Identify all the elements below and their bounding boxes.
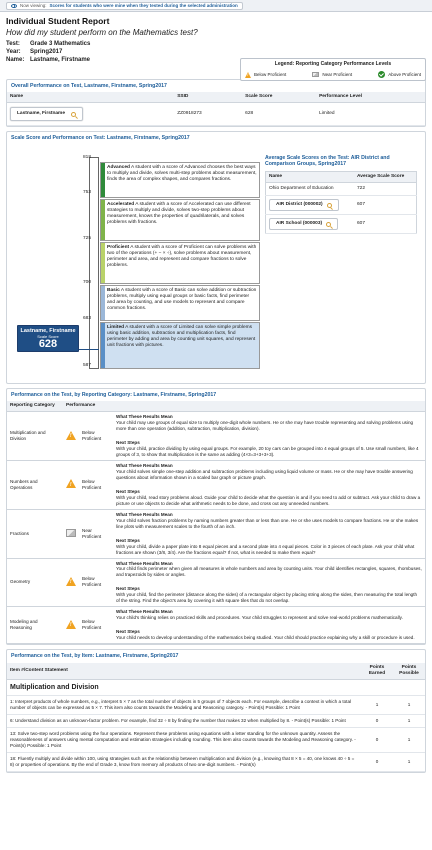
- overall-table: [7, 92, 425, 126]
- category-name: Multiplication and Division: [7, 412, 63, 461]
- table-header: [7, 401, 425, 411]
- average-table: [265, 171, 417, 234]
- mean-heading: What These Results Mean: [116, 511, 173, 517]
- band-text: A student with a score of Advanced chooses the best ways to multiply and divide, solves multi-step problems about measurement, finds the area of complex shapes, and compares fractions.: [107, 164, 257, 183]
- category-name: Geometry: [7, 558, 63, 607]
- next-text: With your child, read story problems aloud. Guide your child to decide what the question is and if you need to add or subtract. Ask your child to draw a picture or use objects to decide what arithmetic needs to be done, and cross out any unneeded numbers.: [116, 494, 421, 506]
- cell-score: 607: [354, 215, 417, 234]
- table-row: [7, 103, 425, 126]
- item-text: 6: Understand division as an unknown-factor problem. For example, find 32 ÷ 8 by finding the number that makes 32 when multiplied by 8. - Point(s) Possible: 1 Point: [7, 714, 361, 727]
- details: [113, 558, 425, 607]
- section-title: Overall Performance on Test, Lastname, Firstname, Spring2017: [11, 82, 167, 89]
- item-possible: 1: [393, 727, 425, 752]
- perf-level: Near Proficient: [79, 509, 113, 558]
- report-header: [0, 12, 432, 65]
- band-text: A student with a score of Basic can solve addition or subtraction problems, multiply using equal groups or basic facts, find perimeter and area by counting, and use models to represent and compare common fractions.: [107, 287, 257, 312]
- next-heading: Next Steps: [116, 537, 140, 543]
- section-title: Performance on the Test, by Reporting Category: Lastname, Firstname, Spring2017: [11, 391, 217, 398]
- mean-text: Your child solves simple one-step addition and subtraction problems including using liquid volume or mass. He or she may have trouble answering questions about information shown in a scaled bar graph or picture graph.: [116, 468, 413, 480]
- check-icon: [378, 71, 385, 78]
- band-name: Limited: [107, 324, 125, 330]
- now-viewing-value: Scores for students who were mine when they tested during the selected administration: [49, 2, 238, 8]
- tick-label: 587: [83, 362, 92, 368]
- perf-icon-cell: [63, 558, 79, 607]
- col-name: Name: [266, 172, 354, 183]
- category-name: Numbers and Operations: [7, 460, 63, 509]
- mean-text: Your child finds perimeter when given all measures in whole numbers and area by counting units. Your child identifies rectangles, squares, rhombuses, and trapezoids by sides or angles.: [116, 566, 422, 578]
- cell-name: [266, 196, 354, 215]
- cell-score: 722: [354, 183, 417, 196]
- table-header: [7, 663, 425, 679]
- district-button[interactable]: [269, 199, 339, 211]
- col-scale-score: Scale Score: [242, 92, 316, 102]
- reporting-table: [7, 401, 425, 644]
- magnifier-icon: [71, 112, 76, 117]
- legend-near: [312, 72, 352, 78]
- band-color: [101, 243, 105, 283]
- warning-icon: [66, 620, 76, 629]
- band-text: A student with a score of Accelerated can use different strategies to multiply and divide, solves two-step problems about measurement, knows the properties of quadrilaterals, and solves problems with fractions.: [107, 201, 251, 226]
- flag-icon: [66, 529, 76, 537]
- band-color: [101, 286, 105, 320]
- details: [113, 509, 425, 558]
- details: [113, 460, 425, 509]
- spacer: [116, 578, 422, 586]
- table-row: [266, 196, 417, 215]
- cell-name: [7, 103, 174, 126]
- mean-heading: What These Results Mean: [116, 560, 173, 566]
- student-name-button[interactable]: [10, 107, 83, 121]
- group-row: [7, 679, 425, 695]
- marker-name: Lastname, Firstname: [20, 327, 76, 334]
- item-performance-section: [6, 649, 426, 772]
- perf-level: Below Proficient: [79, 460, 113, 509]
- band-proficient: [100, 242, 260, 284]
- band-advanced: [100, 162, 260, 198]
- table-row: [7, 509, 425, 558]
- student-name: Lastname, Firstname: [17, 111, 65, 117]
- score-connector: [79, 349, 99, 350]
- spacer: [116, 621, 422, 629]
- band-name: Basic: [107, 287, 120, 293]
- flag-icon: [312, 72, 319, 77]
- legend-above: [378, 71, 421, 78]
- average-scores-panel: [265, 155, 417, 234]
- band-color: [101, 200, 105, 240]
- eye-icon: [11, 4, 17, 8]
- legend-below: [245, 72, 286, 78]
- tick-label: 725: [83, 235, 92, 241]
- table-row: [7, 607, 425, 644]
- next-text: With your child, find the perimeter (distance along the sides) of a rectangular object by placing string along the sides, then measuring the total length of the string. Find the object's area by covering it with square tiles that do not overlap.: [116, 592, 418, 604]
- perf-level: Below Proficient: [79, 607, 113, 644]
- legend-label: Near Proficient: [322, 71, 353, 77]
- table-row: [7, 412, 425, 461]
- table-row: [7, 695, 425, 714]
- top-bar: [0, 0, 432, 12]
- section-title: Scale Score and Performance on Test: Lastname, Firstname, Spring2017: [11, 135, 190, 142]
- band-color: [101, 323, 105, 368]
- warning-icon: [66, 577, 76, 586]
- items-table: [7, 663, 425, 772]
- mean-heading: What These Results Mean: [116, 462, 173, 468]
- mean-heading: What These Results Mean: [116, 414, 173, 420]
- scale-chart: [7, 145, 425, 383]
- col-performance-level: Performance Level: [316, 92, 425, 102]
- spacer: [116, 530, 422, 538]
- legend-label: Below Proficient: [254, 71, 287, 77]
- school-button[interactable]: [269, 218, 338, 230]
- now-viewing-label: Now viewing:: [20, 2, 47, 8]
- perf-level: Below Proficient: [79, 412, 113, 461]
- meta-key: Name:: [6, 56, 25, 63]
- item-possible: 1: [393, 714, 425, 727]
- table-row: [7, 714, 425, 727]
- page-subtitle: How did my student perform on the Mathematics test?: [6, 27, 198, 37]
- perf-level: Below Proficient: [79, 558, 113, 607]
- next-heading: Next Steps: [116, 488, 140, 494]
- item-earned: 1: [361, 695, 393, 714]
- col-name: Name: [7, 92, 174, 102]
- next-text: With your child, divide a paper plate into 8 equal pieces and a second plate into 4 equal pieces. Color in 3 pieces of each plate. Ask your child what fractions are shown (3/8, 3/4). Are the fractions equal? If not, what is needed to make them equal?: [116, 543, 415, 555]
- group-name: Multiplication and Division: [7, 679, 425, 695]
- col-points-possible: Points Possible: [393, 663, 425, 679]
- scale-score-section: [6, 131, 426, 384]
- next-heading: Next Steps: [116, 439, 140, 445]
- table-row: [7, 752, 425, 771]
- meta-key: Test:: [6, 40, 20, 47]
- item-text: 13: Solve two-step word problems using the four operations. Represent these problems using equations with a letter standing for the unknown quantity. Assess the reasonableness of answers using mental computation and estimation strategies including rounding. This item also counts towards the Modeling and Reasoning category. - Point(s) Possible: 1 Point: [7, 727, 361, 752]
- meta-key: Year:: [6, 48, 21, 55]
- magnifier-icon: [327, 203, 332, 208]
- legend-title: Legend: Reporting Category Performance Levels: [274, 61, 392, 67]
- table-row: [7, 558, 425, 607]
- perf-icon-cell: [63, 460, 79, 509]
- scale-bar: [89, 157, 99, 369]
- meta-value: Spring2017: [30, 48, 63, 55]
- next-heading: Next Steps: [116, 586, 140, 592]
- marker-score: 628: [38, 337, 58, 350]
- mean-heading: What These Results Mean: [116, 609, 173, 615]
- section-title: Performance on the Test, by Item: Lastname, Firstname, Spring2017: [11, 653, 179, 660]
- item-text: 1: Interpret products of whole numbers, e.g., interpret 5 × 7 as the total number of objects in 5 groups of 7 objects each. For example, describe a context in which a total number of objects can be expressed as 5 × 7. This item also counts towards the Modeling and Reasoning category. - Point(s) Possible: 1 Point: [7, 695, 361, 714]
- item-text: 18: Fluently multiply and divide within 100, using strategies such as the relationship between multiplication and division (e.g., knowing that 8 × 5 = 40, one knows 40 ÷ 5 = 8) or properties of operations. By the end of Grade 3, know from memory all products of two one-digit numbers. - Point(s): [7, 752, 361, 771]
- col-points-earned: Points Earned: [361, 663, 393, 679]
- category-name: Fractions: [7, 509, 63, 558]
- tick-label: 683: [83, 315, 92, 321]
- mean-text: Your child solves fraction problems by naming numbers greater than or less than one. He or she uses models to compare fractions. He or she makes line plots with measurement scales to the fourth of an inch.: [116, 517, 419, 529]
- cell-score: 607: [354, 196, 417, 215]
- band-limited: [100, 322, 260, 369]
- warning-icon: [66, 479, 76, 488]
- warning-icon: [66, 431, 76, 440]
- cell-score: 628: [242, 103, 316, 126]
- item-earned: 0: [361, 714, 393, 727]
- marker-score-label: Scale Score: [37, 333, 59, 339]
- table-row: [266, 215, 417, 234]
- band-name: Accelerated: [107, 201, 135, 207]
- band-name: Advanced: [107, 164, 130, 170]
- legend-items: [245, 71, 421, 78]
- mean-text: Your child may use groups of equal size to multiply one-digit whole numbers. He or she may have trouble representing and solving problems using more than one operation (addition, subtraction, multiplication, division).: [116, 420, 414, 432]
- cell-ssid: ZZ0918273: [174, 103, 242, 126]
- next-heading: Next Steps: [116, 629, 140, 635]
- table-header: [266, 172, 417, 183]
- warning-icon: [245, 72, 251, 78]
- table-row: [7, 460, 425, 509]
- meta-row-test: [6, 41, 426, 49]
- district-name: AIR District (000002): [276, 202, 323, 208]
- cell-name: Ohio Department of Education: [266, 183, 354, 196]
- details: [113, 412, 425, 461]
- col-item: Item #/Content Statement: [7, 663, 361, 679]
- band-basic: [100, 285, 260, 321]
- meta-row-year: [6, 49, 426, 57]
- mean-text: Your child's thinking relies on practiced skills and procedures. Your child struggles to represent and solve real-world problems mathematically.: [116, 615, 403, 621]
- school-name: AIR School (000003): [276, 221, 323, 227]
- col-performance: Performance: [63, 401, 113, 411]
- details: [113, 607, 425, 644]
- legend-label: Above Proficient: [388, 71, 421, 77]
- perf-icon-cell: [63, 509, 79, 558]
- item-earned: 0: [361, 727, 393, 752]
- meta-value: Lastname, Firstname: [30, 56, 91, 63]
- band-text: A student with a score of Limited can solve simple problems using basic addition, subtraction and multiplication facts, find perimeter by adding and area by counting unit squares, and represent unit fractions with pictures.: [107, 324, 256, 349]
- cell-level: Limited: [316, 103, 425, 126]
- band-accelerated: [100, 199, 260, 241]
- col-details: [113, 401, 425, 411]
- col-ssid: SSID: [174, 92, 242, 102]
- band-color: [101, 163, 105, 197]
- spacer: [116, 432, 422, 440]
- meta-value: Grade 3 Mathematics: [30, 40, 91, 47]
- band-name: Proficient: [107, 244, 130, 250]
- spacer: [116, 481, 422, 489]
- next-text: Your child needs to develop understanding of the mathematics being studied. Your child should practice explaining why a skill or procedure is used.: [116, 635, 415, 641]
- average-title: Average Scale Scores on the Test: AIR District and Comparison Groups, Spring2017: [265, 154, 390, 168]
- tick-label: 700: [83, 279, 92, 285]
- table-header: [7, 92, 425, 102]
- item-earned: 0: [361, 752, 393, 771]
- cell-name: [266, 215, 354, 234]
- band-text: A student with a score of Proficient can solve problems with two of the operations (+ − × ÷), solve problems about measurement, perimeter and area, and represent and compare fractions to solve problems.: [107, 244, 257, 269]
- tick-label: 818: [83, 154, 92, 160]
- item-possible: 1: [393, 695, 425, 714]
- col-average: Average Scale Score: [354, 172, 417, 183]
- perf-icon-cell: [63, 412, 79, 461]
- table-row: [266, 183, 417, 196]
- tick-label: 753: [83, 189, 92, 195]
- reporting-category-section: [6, 388, 426, 646]
- category-name: Modeling and Reasoning: [7, 607, 63, 644]
- now-viewing-selector[interactable]: [6, 2, 243, 10]
- overall-performance-section: [6, 79, 426, 127]
- perf-icon-cell: [63, 607, 79, 644]
- col-category: Reporting Category: [7, 401, 63, 411]
- student-score-marker: [17, 325, 79, 352]
- next-text: With your child, practice dividing by using equal groups. For example, 20 toy cars can be grouped into 4 equal groups of 5. Use small numbers, like 4 groups of 3, to show that multiplication is the same as adding (4×3=3+3+3+3).: [116, 445, 419, 457]
- page-title: Individual Student Report: [6, 16, 110, 26]
- table-row: [7, 727, 425, 752]
- item-possible: 1: [393, 752, 425, 771]
- magnifier-icon: [326, 222, 331, 227]
- performance-legend: [240, 58, 426, 81]
